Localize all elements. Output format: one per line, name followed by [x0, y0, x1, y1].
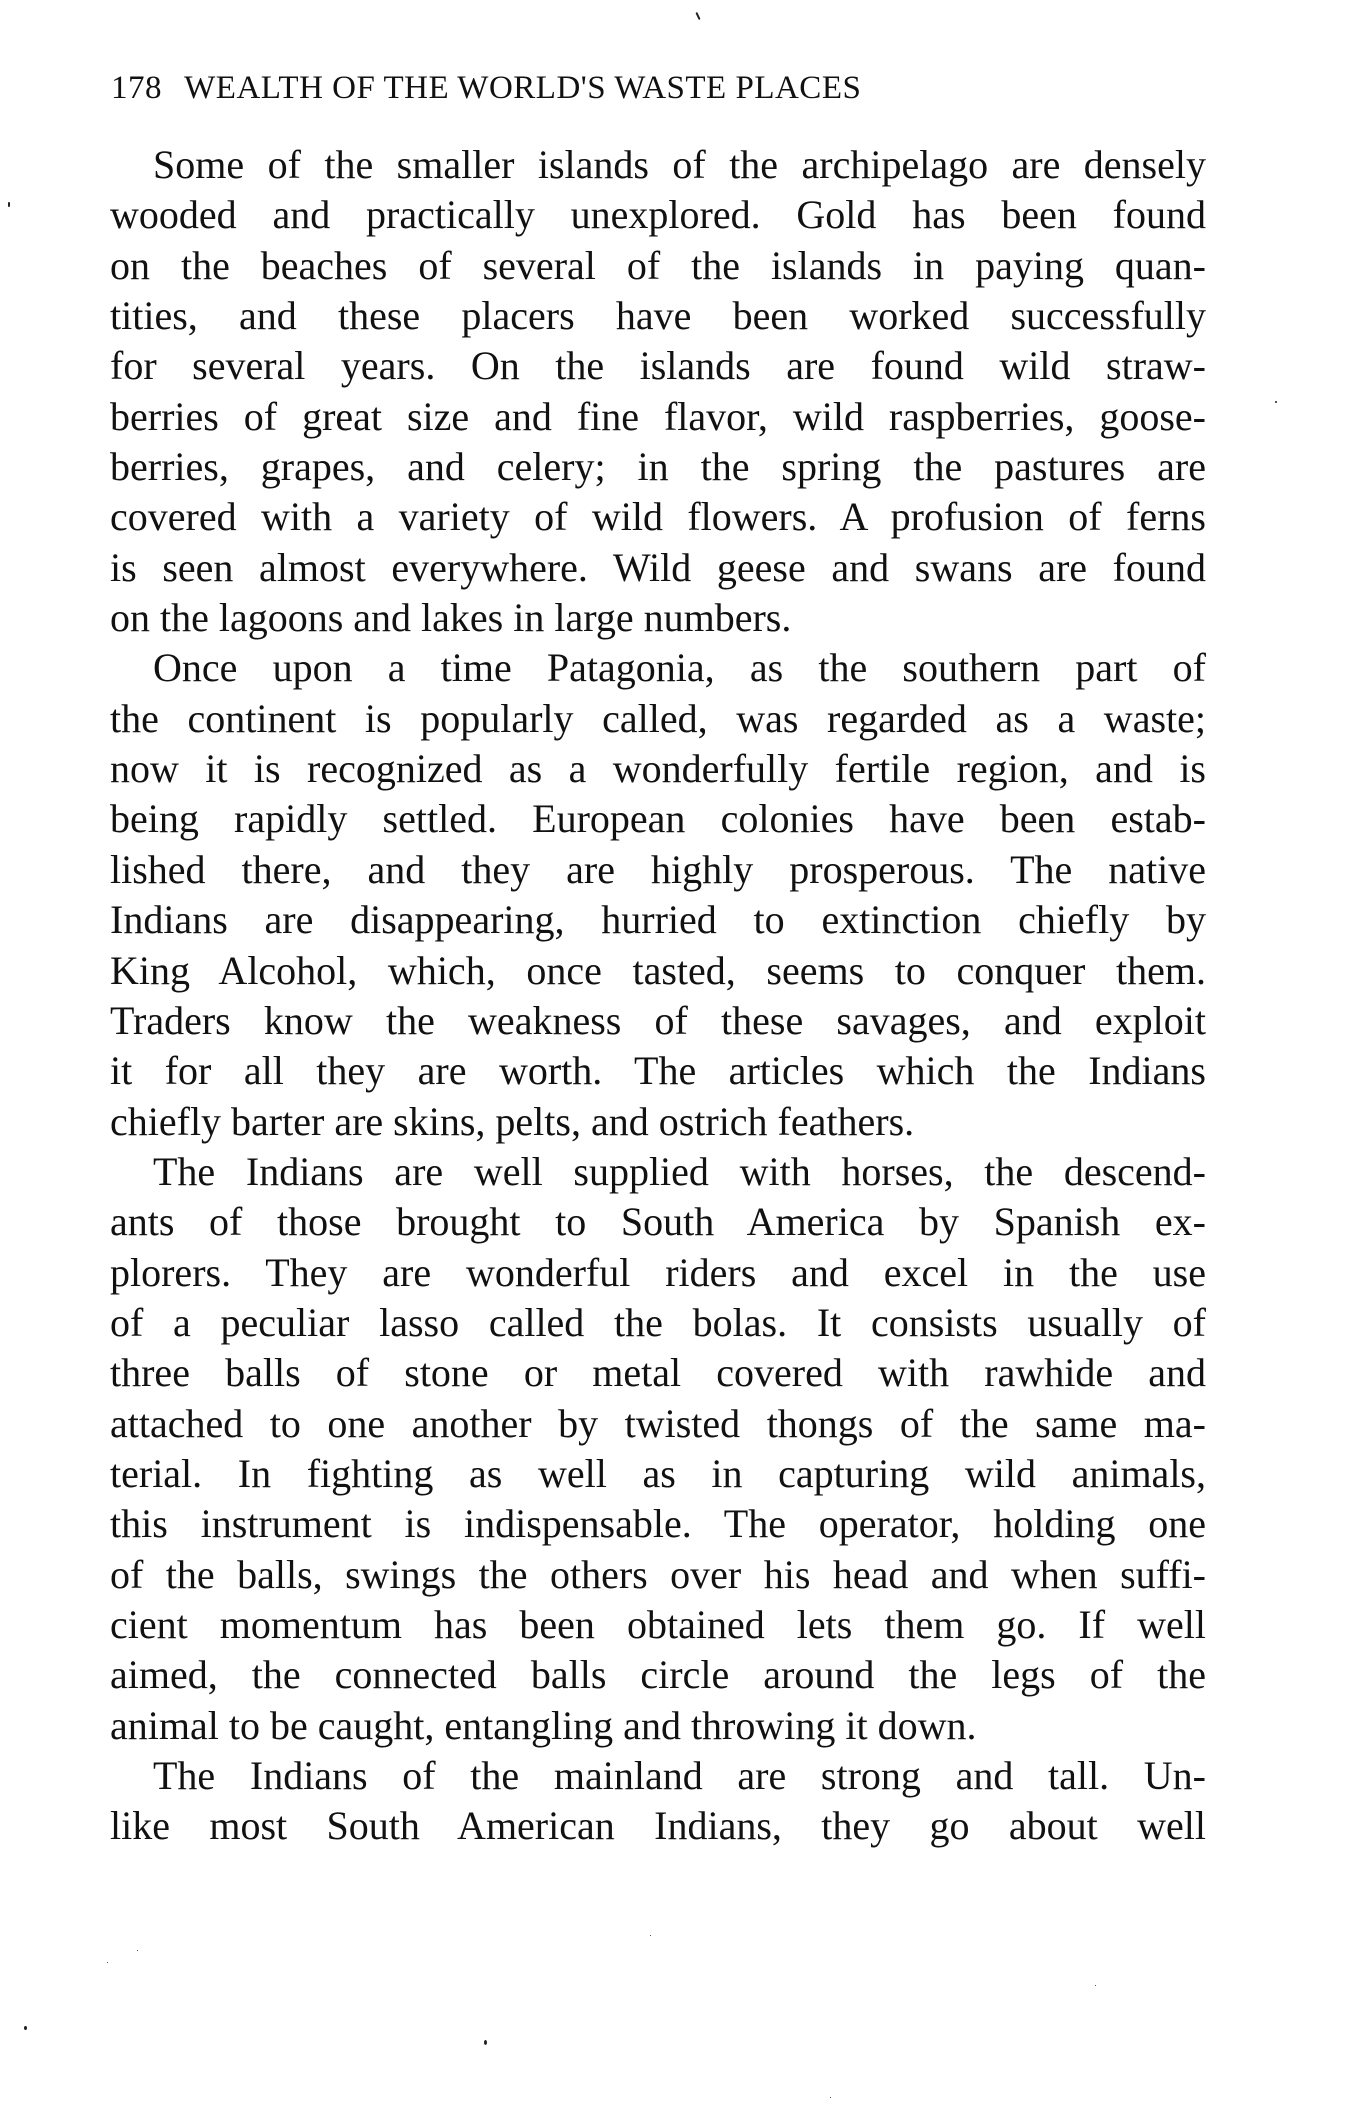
text-line: of a peculiar lasso called the bolas. It consists usually of [110, 1299, 1206, 1345]
paragraph-4 [110, 1751, 1206, 1852]
text-line: lished there, and they are highly prosperous. The native [110, 846, 1206, 892]
text-line: for several years. On the islands are found wild straw- [110, 343, 1206, 389]
scan-speck [24, 2026, 27, 2030]
text-line: aimed, the connected balls circle around the legs of the [110, 1652, 1206, 1698]
text-line: Once upon a time Patagonia, as the southern part of [153, 645, 1206, 691]
text-line: attached to one another by twisted thongs of the same ma- [110, 1400, 1206, 1446]
scan-speck [695, 12, 700, 20]
text-line: The Indians are well supplied with horses, the descend- [153, 1148, 1206, 1194]
text-line: it for all they are worth. The articles which the Indians [110, 1048, 1206, 1094]
text-line: King Alcohol, which, once tasted, seems to conquer them. [110, 947, 1206, 993]
scan-speck [107, 1962, 108, 1963]
text-line: Some of the smaller islands of the archipelago are densely [153, 142, 1206, 187]
text-line: tities, and these placers have been worked successfully [110, 293, 1206, 339]
text-line: cient momentum has been obtained lets them go. If well [110, 1601, 1206, 1647]
paragraph-3 [110, 1147, 1206, 1751]
running-title: WEALTH OF THE WORLD'S WASTE PLACES [184, 70, 862, 106]
scan-speck [830, 2097, 831, 2098]
text-line: berries of great size and fine flavor, wild raspberries, goose- [110, 393, 1206, 439]
scan-speck [650, 1935, 651, 1936]
text-line: ants of those brought to South America by Spanish ex- [110, 1199, 1206, 1245]
running-head [111, 68, 1111, 108]
text-line: is seen almost everywhere. Wild geese and swans are found [110, 544, 1206, 590]
text-line: now it is recognized as a wonderfully fertile region, and is [110, 746, 1206, 792]
text-line: the continent is popularly called, was regarded as a waste; [110, 695, 1206, 741]
text-line: being rapidly settled. European colonies have been estab- [110, 796, 1206, 842]
paragraph-1 [110, 140, 1206, 643]
paragraph-2 [110, 643, 1206, 1146]
scan-speck [1275, 401, 1277, 403]
text-line: wooded and practically unexplored. Gold has been found [110, 192, 1206, 238]
text-line: Traders know the weakness of these savages, and exploit [110, 997, 1206, 1043]
text-line: on the beaches of several of the islands in paying quan- [110, 242, 1206, 288]
text-line: terial. In fighting as well as in capturing wild animals, [110, 1450, 1206, 1496]
text-line: like most South American Indians, they go about well [110, 1803, 1206, 1849]
text-line: berries, grapes, and celery; in the spring the pastures are [110, 444, 1206, 490]
text-line: covered with a variety of wild flowers. A profusion of ferns [110, 494, 1206, 540]
text-line: Indians are disappearing, hurried to extinction chiefly by [110, 897, 1206, 943]
page-number: 178 [111, 70, 162, 106]
text-line: animal to be caught, entangling and throwing it down. [110, 1702, 977, 1748]
scan-speck [1095, 1985, 1096, 1986]
scan-speck [8, 202, 10, 207]
text-line: The Indians of the mainland are strong and tall. Un- [153, 1753, 1206, 1798]
text-line: plorers. They are wonderful riders and excel in the use [110, 1249, 1206, 1295]
scan-speck [484, 2040, 487, 2045]
text-line: chiefly barter are skins, pelts, and ostrich feathers. [110, 1098, 915, 1144]
text-line: of the balls, swings the others over his head and when suffi- [110, 1551, 1206, 1597]
text-line: three balls of stone or metal covered with rawhide and [110, 1350, 1206, 1396]
text-line: this instrument is indispensable. The operator, holding one [110, 1501, 1206, 1547]
scan-speck [137, 1950, 138, 1951]
body-text [110, 140, 1206, 1852]
text-line: on the lagoons and lakes in large numbers. [110, 595, 792, 641]
